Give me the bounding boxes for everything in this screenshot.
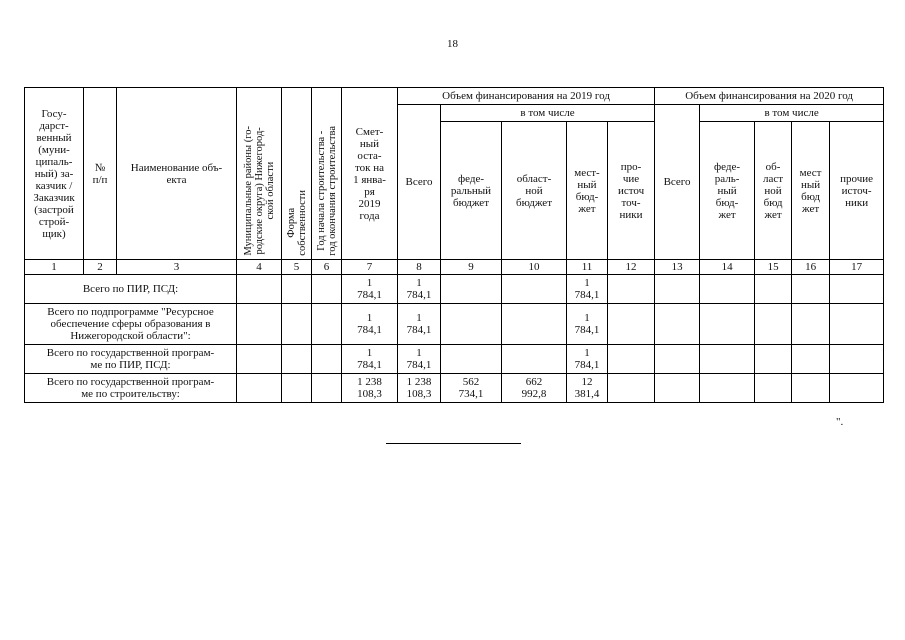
cell-balance: 1 784,1 [342, 275, 398, 304]
cell-total-2019: 1 784,1 [398, 304, 441, 345]
header-including-2019: в том числе [441, 105, 655, 122]
header-local-2020: мест ный бюд жет [792, 122, 830, 260]
cell-empty [312, 374, 342, 403]
cell-regional-2019 [502, 275, 567, 304]
column-number-row [25, 260, 884, 275]
header-customer: Госу- дарст- венный (муни- ципаль- ный) за- казчик / Заказчик (застрой строй- щик) [25, 88, 84, 260]
cell-empty [792, 374, 830, 403]
cell-local-2019: 1 784,1 [567, 275, 608, 304]
row-label: Всего по государственной програм- ме по ПИР, ПСД: [25, 345, 237, 374]
cell-regional-2019 [502, 345, 567, 374]
header-num: № п/п [84, 88, 117, 260]
column-number: 15 [755, 260, 792, 275]
page-number: 18 [447, 38, 458, 50]
cell-empty [282, 275, 312, 304]
row-label: Всего по ПИР, ПСД: [25, 275, 237, 304]
header-total-2020: Всего [655, 105, 700, 260]
header-districts: Муниципальные районы (го- родские округа) Нижегород- ской области [242, 126, 276, 256]
financing-table [24, 87, 884, 403]
cell-empty [655, 275, 700, 304]
cell-federal-2019 [441, 345, 502, 374]
column-number: 9 [441, 260, 502, 275]
cell-empty [830, 275, 884, 304]
row-label: Всего по государственной програм- ме по строительству: [25, 374, 237, 403]
table-row [25, 275, 884, 304]
table-row [25, 304, 884, 345]
header-object-name: Наименование объ- екта [117, 88, 237, 260]
cell-empty [312, 304, 342, 345]
column-number: 6 [312, 260, 342, 275]
header-years: Год начала строительства - год окончания строительства [315, 126, 338, 256]
header-total-2019: Всего [398, 105, 441, 260]
column-number: 11 [567, 260, 608, 275]
cell-empty [282, 304, 312, 345]
cell-local-2019: 1 784,1 [567, 345, 608, 374]
cell-balance: 1 238 108,3 [342, 374, 398, 403]
cell-empty [608, 275, 655, 304]
cell-empty [655, 374, 700, 403]
cell-empty [830, 345, 884, 374]
cell-empty [608, 345, 655, 374]
header-districts-cell [237, 88, 282, 260]
cell-empty [237, 345, 282, 374]
cell-regional-2019: 662 992,8 [502, 374, 567, 403]
table-row [25, 345, 884, 374]
header-fin-2019: Объем финансирования на 2019 год [398, 88, 655, 105]
header-federal-2019: феде- ральный бюджет [441, 122, 502, 260]
cell-empty [237, 275, 282, 304]
cell-empty [608, 304, 655, 345]
cell-empty [755, 275, 792, 304]
cell-federal-2019 [441, 275, 502, 304]
column-number: 13 [655, 260, 700, 275]
cell-empty [312, 345, 342, 374]
cell-empty [792, 345, 830, 374]
header-regional-2019: област- ной бюджет [502, 122, 567, 260]
header-local-2019: мест- ный бюд- жет [567, 122, 608, 260]
cell-total-2019: 1 784,1 [398, 275, 441, 304]
cell-empty [792, 275, 830, 304]
cell-regional-2019 [502, 304, 567, 345]
cell-local-2019: 1 784,1 [567, 304, 608, 345]
cell-empty [700, 374, 755, 403]
cell-empty [282, 374, 312, 403]
cell-total-2019: 1 784,1 [398, 345, 441, 374]
header-other-2020: прочие источ- ники [830, 122, 884, 260]
header-years-cell [312, 88, 342, 260]
header-fin-2020: Объем финансирования на 2020 год [655, 88, 884, 105]
header-regional-2020: об- ласт ной бюд жет [755, 122, 792, 260]
cell-empty [282, 345, 312, 374]
cell-empty [312, 275, 342, 304]
closing-quote-mark: ". [836, 416, 844, 428]
column-number: 3 [117, 260, 237, 275]
column-number: 5 [282, 260, 312, 275]
column-number: 1 [25, 260, 84, 275]
cell-empty [237, 304, 282, 345]
header-balance: Смет- ный оста- ток на 1 янва- ря 2019 года [342, 88, 398, 260]
column-number: 17 [830, 260, 884, 275]
cell-balance: 1 784,1 [342, 345, 398, 374]
cell-balance: 1 784,1 [342, 304, 398, 345]
header-including-2020: в том числе [700, 105, 884, 122]
column-number: 7 [342, 260, 398, 275]
column-number: 2 [84, 260, 117, 275]
column-number: 16 [792, 260, 830, 275]
column-number: 12 [608, 260, 655, 275]
footer-divider [386, 443, 521, 444]
table-row [25, 374, 884, 403]
cell-empty [792, 304, 830, 345]
header-federal-2020: феде- раль- ный бюд- жет [700, 122, 755, 260]
cell-federal-2019 [441, 304, 502, 345]
cell-empty [608, 374, 655, 403]
cell-empty [755, 374, 792, 403]
cell-local-2019: 12 381,4 [567, 374, 608, 403]
cell-empty [655, 345, 700, 374]
column-number: 8 [398, 260, 441, 275]
cell-empty [700, 345, 755, 374]
cell-empty [830, 304, 884, 345]
header-other-2019: про- чие источ точ- ники [608, 122, 655, 260]
cell-empty [755, 345, 792, 374]
header-ownership: Форма собственности [285, 190, 308, 256]
column-number: 14 [700, 260, 755, 275]
column-number: 10 [502, 260, 567, 275]
cell-empty [237, 374, 282, 403]
cell-empty [830, 374, 884, 403]
column-number: 4 [237, 260, 282, 275]
cell-empty [700, 304, 755, 345]
cell-empty [655, 304, 700, 345]
cell-federal-2019: 562 734,1 [441, 374, 502, 403]
header-ownership-cell [282, 88, 312, 260]
cell-total-2019: 1 238 108,3 [398, 374, 441, 403]
cell-empty [700, 275, 755, 304]
row-label: Всего по подпрограмме "Ресурсное обеспечение сферы образования в Нижегородской области": [25, 304, 237, 345]
cell-empty [755, 304, 792, 345]
